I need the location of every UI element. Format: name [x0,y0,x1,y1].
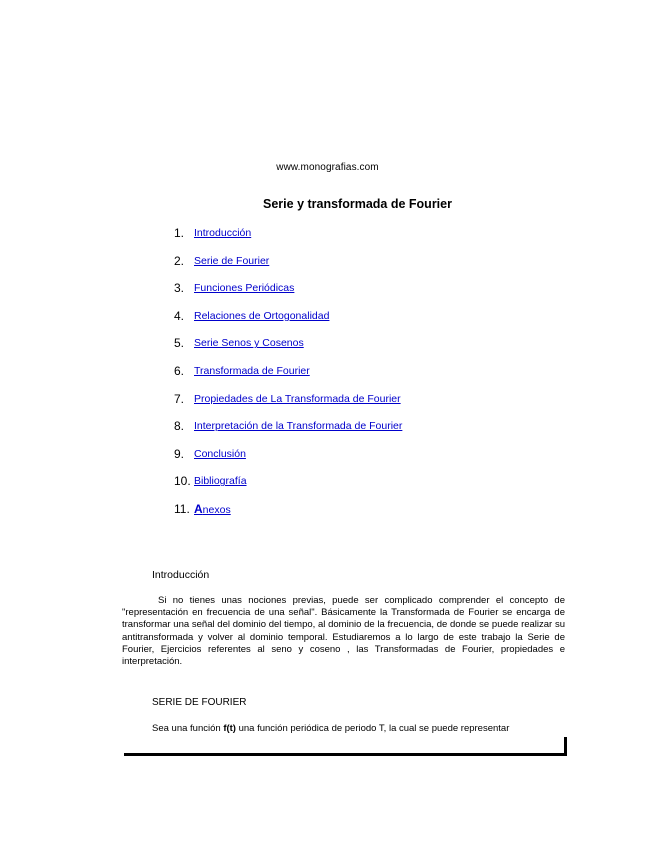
toc-link-anexos[interactable] [194,502,231,517]
toc-item [174,419,402,447]
toc-item [174,336,402,364]
function-symbol: f(t) [223,723,236,734]
serie-text-start: Sea una función [152,723,224,734]
toc-number: 6. [174,363,185,378]
toc-item [174,364,402,392]
serie-paragraph [152,723,566,735]
serie-text-end: una función periódica de periodo T, la cual se puede representar [235,723,510,734]
intro-heading: Introducción [152,569,210,581]
toc-number: 9. [174,446,185,461]
intro-paragraph: Si no tienes unas nociones previas, puede ser complicado comprender el concepto de "representación en frecuencia de una señal". Básicamente la Transformada de Fourier se encarga de transformar una señal del dominio del tiempo, al dominio de la frecuencia, de donde se puede realizar su antitransformada y volver al dominio temporal. Estudiaremos a lo largo de este trabajo la Serie de Fourier, Ejercicios referentes al seno y coseno , las Transformadas de Fourier, propiedades e interpretación. [122,595,565,668]
bottom-rule [124,753,567,756]
toc-link-transformada-fourier[interactable]: Transformada de Fourier [194,364,310,377]
toc-item [174,447,402,475]
toc-link-funciones-periodicas[interactable]: Funciones Periódicas [194,282,295,295]
toc-item [174,281,402,309]
toc-item [174,309,402,337]
toc-link-introduccion[interactable]: Introducción [194,227,252,239]
toc-number: 5. [174,336,185,351]
toc-link-interpretacion[interactable]: Interpretación de la Transformada de Fourier [194,420,403,433]
toc-link-propiedades[interactable]: Propiedades de La Transformada de Fourier [194,392,401,405]
toc-item [174,392,402,420]
toc-item [174,502,402,530]
serie-heading: SERIE DE FOURIER [152,697,247,708]
toc-link-serie-senos-cosenos[interactable]: Serie Senos y Cosenos [194,337,304,350]
toc-number: 3. [174,281,185,296]
toc-link-conclusion[interactable]: Conclusión [194,447,246,460]
toc-number: 7. [174,391,185,406]
toc-number: 1. [174,226,185,240]
toc-number: 8. [174,419,185,434]
toc-number: 2. [174,253,185,268]
toc-link-anexos-rest: nexos [202,503,231,516]
toc-link-bibliografia[interactable]: Bibliografía [194,475,247,488]
site-url: www.monografias.com [276,162,379,173]
toc-number: 10. [174,474,191,489]
toc-item [174,474,402,502]
toc-link-anexos-initial: A [194,501,203,516]
table-of-contents [174,226,402,530]
toc-link-relaciones-ortogonalidad[interactable]: Relaciones de Ortogonalidad [194,309,330,322]
toc-number: 11. [174,501,190,516]
toc-item [174,254,402,282]
toc-link-serie-de-fourier[interactable]: Serie de Fourier [194,254,270,267]
toc-number: 4. [174,308,185,323]
toc-item [174,226,402,254]
page-title: Serie y transformada de Fourier [263,197,452,211]
